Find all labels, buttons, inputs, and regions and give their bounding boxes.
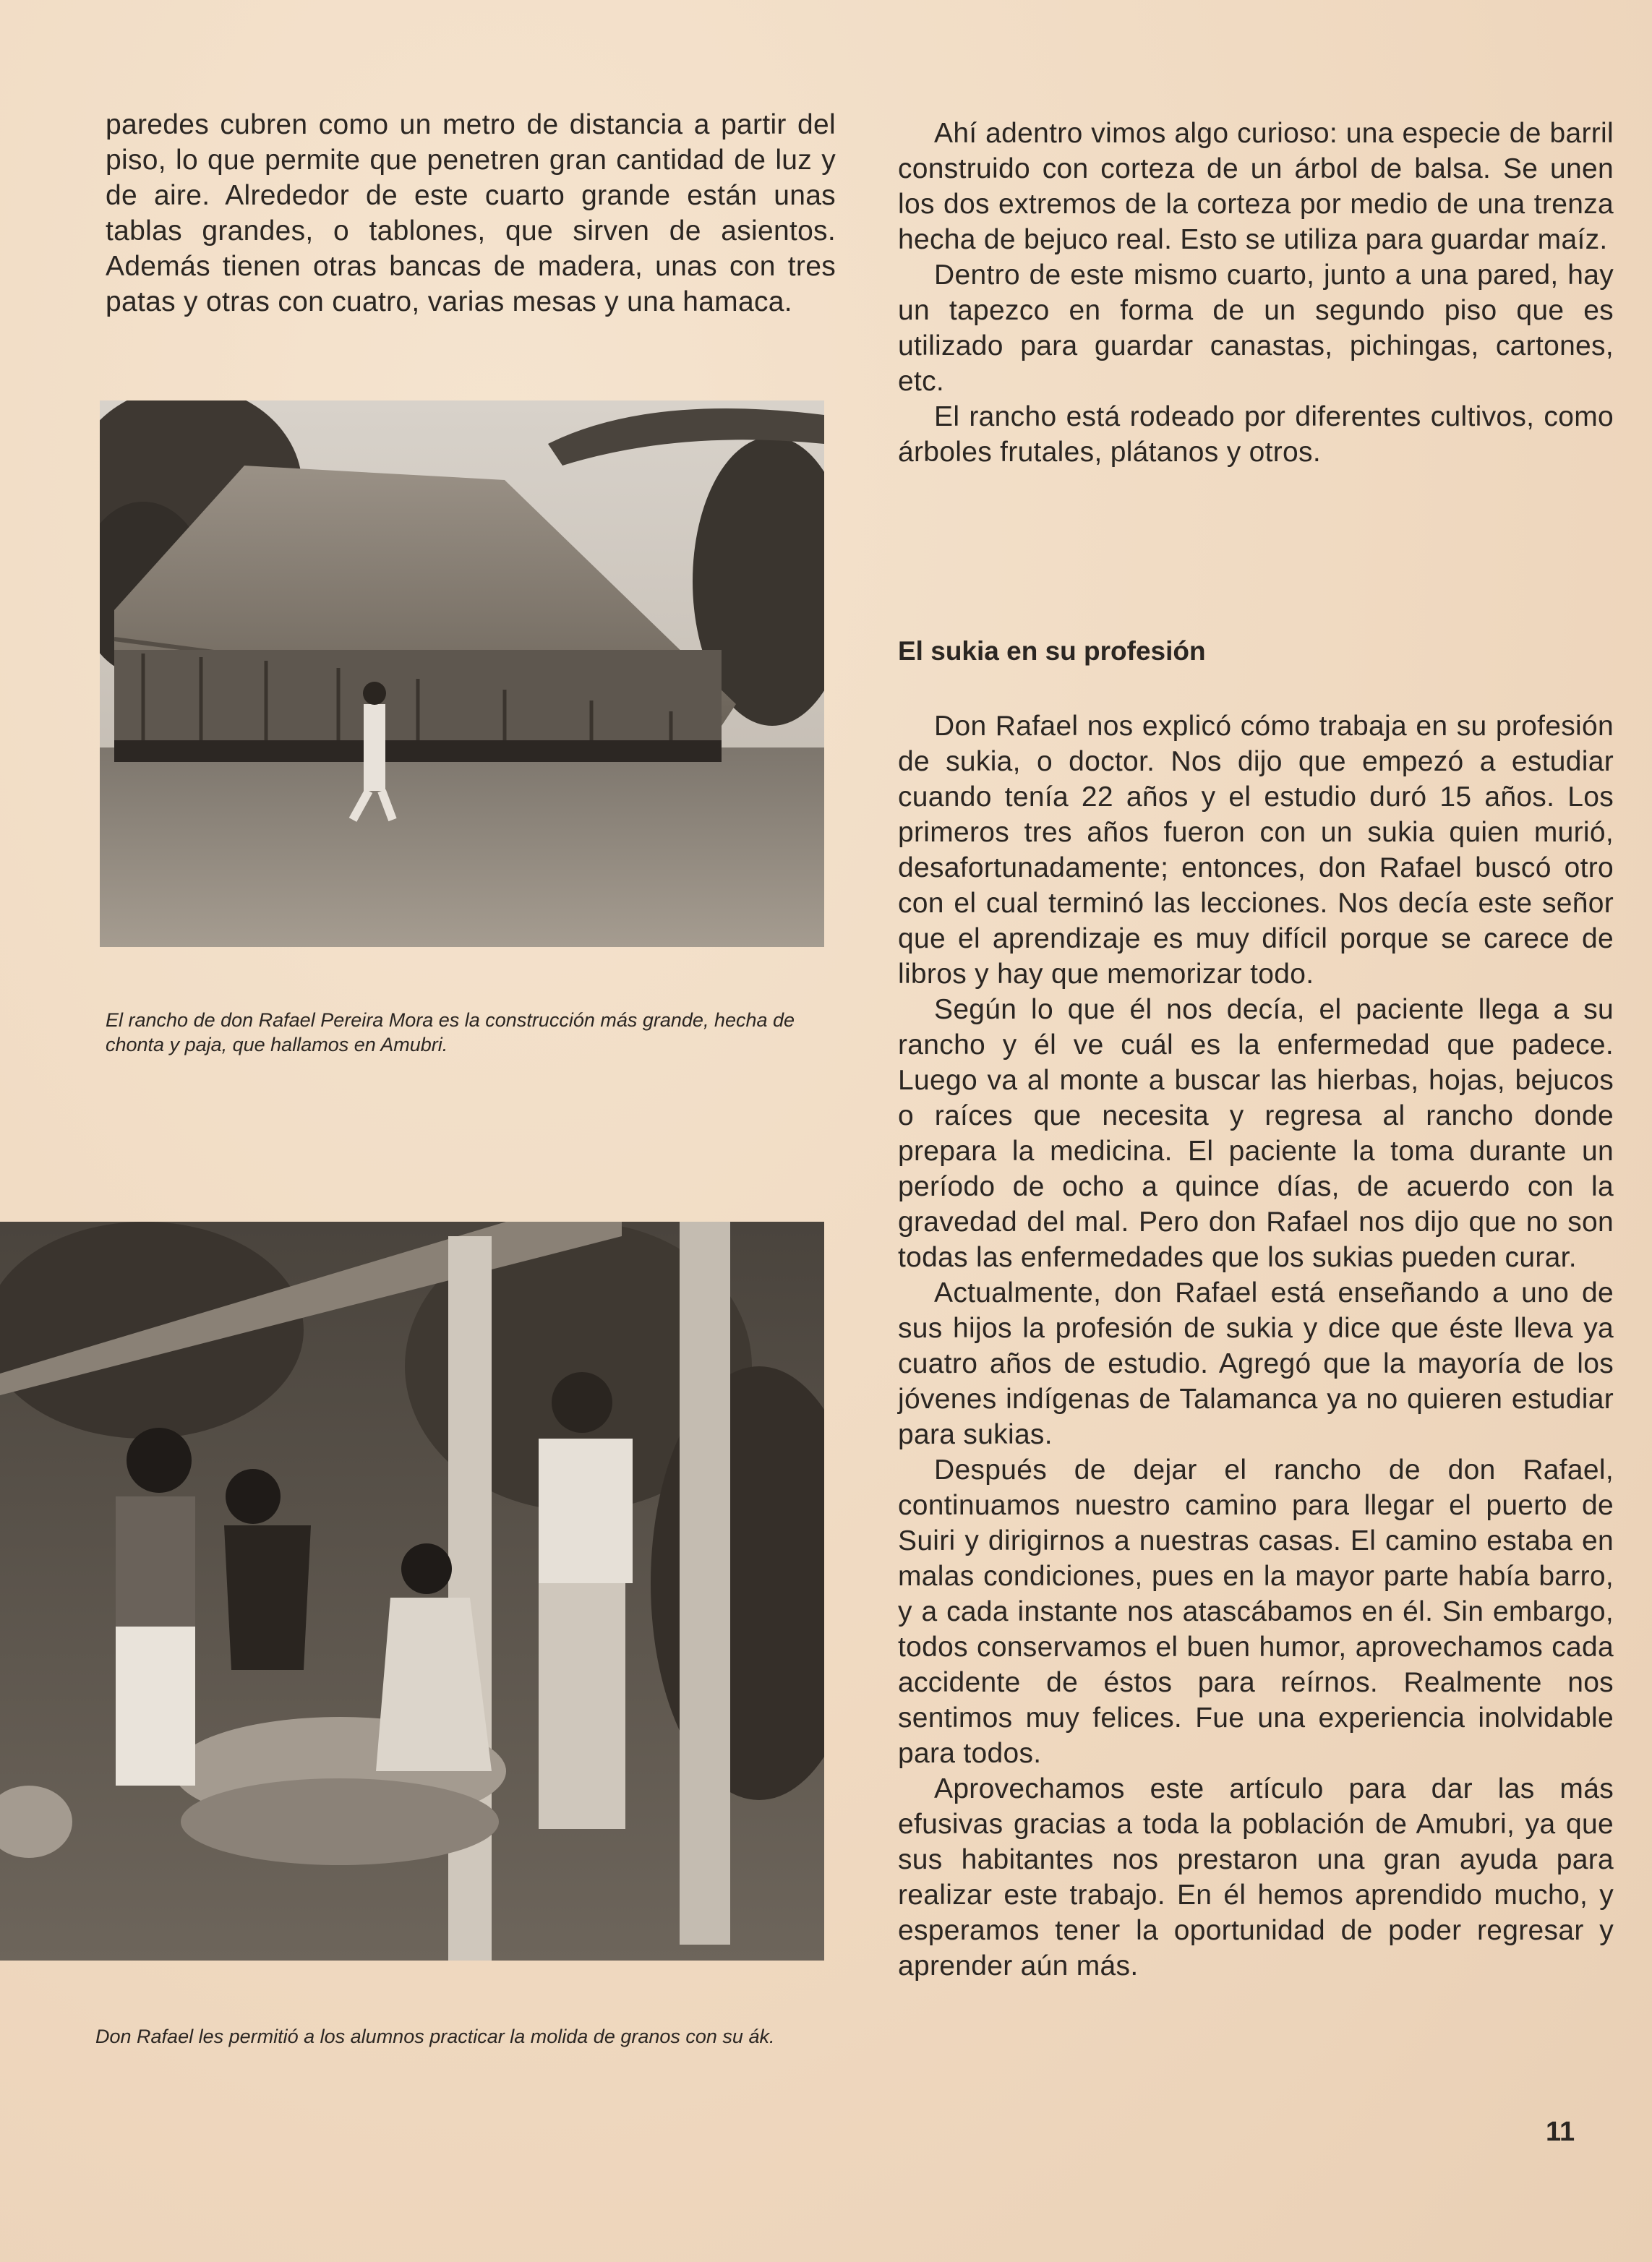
right-paragraph-2: Dentro de este mismo cuarto, junto a una pared, hay un tapezco en forma de un segundo piso que es utilizado para guardar canastas, pichingas, cartones, etc. — [898, 260, 1614, 397]
section-paragraph-2: Según lo que él nos decía, el paciente llega a su rancho y él ve cuál es la enfermedad que padece. Luego va al monte a buscar las hierbas, hojas, bejucos o raíces que necesita y regresa al rancho donde prepara la medicina. El paciente la toma durante un período de ocho a quince días, de acuerdo con la gravedad del mal. Pero don Rafael nos dijo que no son todas las enfermedades que los sukias pueden curar. — [898, 994, 1614, 1273]
photo-rancho — [100, 400, 824, 947]
right-paragraph-3: El rancho está rodeado por diferentes cultivos, como árboles frutales, plátanos y otros. — [898, 401, 1614, 468]
right-paragraph-1: Ahí adentro vimos algo curioso: una especie de barril construido con corteza de un árbol de balsa. Se unen los dos extremos de la corteza por medio de una trenza hecha de bejuco real. Esto se utiliza para guardar maíz. — [898, 118, 1614, 255]
right-column — [898, 116, 1614, 470]
rancho-illustration — [100, 400, 824, 947]
left-paragraph-1: paredes cubren como un metro de distancia a partir del piso, lo que permite que penetren gran cantidad de luz y de aire. Alrededor de este cuarto grande están unas tablas grandes, o tablones, que sirven de asientos. Además tienen otras bancas de madera, unas con tres patas y otras con cuatro, varias mesas y una hamaca. — [106, 109, 836, 317]
section-paragraph-4: Después de dejar el rancho de don Rafael, continuamos nuestro camino para llegar el puerto de Suiri y dirigirnos a nuestras casas. El camino estaba en malas condiciones, pues en la mayor parte había barro, y a cada instante nos atascábamos en él. Sin embargo, todos conservamos el buen humor, aprovechamos cada accidente de éstos para reírnos. Realmente nos sentimos muy felices. Fue una experiencia inolvidable para todos. — [898, 1455, 1614, 1769]
section-paragraph-1: Don Rafael nos explicó cómo trabaja en su profesión de sukia, o doctor. Nos dijo que empezó a estudiar cuando tenía 22 años y el estudio duró 15 años. Los primeros tres años fueron con un sukia quien murió, desafortunadamente; entonces, don Rafael buscó otro con el cual terminó las lecciones. Nos decía este señor que el aprendizaje es muy difícil porque se carece de libros y hay que memorizar todo. — [898, 711, 1614, 990]
left-column — [106, 107, 836, 320]
photo-grinding — [0, 1222, 824, 1961]
section-paragraph-3: Actualmente, don Rafael está enseñando a uno de sus hijos la profesión de sukia y dice que éste lleva ya cuatro años de estudio. Agregó que la mayoría de los jóvenes indígenas de Talamanca ya no quieren estudiar para sukias. — [898, 1277, 1614, 1450]
section-paragraph-5: Aprovechamos este artículo para dar las más efusivas gracias a toda la población de Amubri, ya que sus habitantes nos prestaron una gran ayuda para realizar este trabajo. En él hemos aprendido mucho, y esperamos tener la oportunidad de poder regresar y aprender aún más. — [898, 1773, 1614, 1982]
page-number: 11 — [1546, 2117, 1575, 2147]
photo-rancho-caption: El rancho de don Rafael Pereira Mora es la construcción más grande, hecha de chonta y paja, que hallamos en Amubri. — [106, 1009, 795, 1055]
grinding-illustration — [0, 1222, 824, 1961]
section-heading: El sukia en su profesión — [898, 636, 1206, 666]
photo-grinding-caption: Don Rafael les permitió a los alumnos practicar la molida de granos con su ák. — [95, 2026, 775, 2047]
right-column-section — [898, 708, 1614, 1984]
